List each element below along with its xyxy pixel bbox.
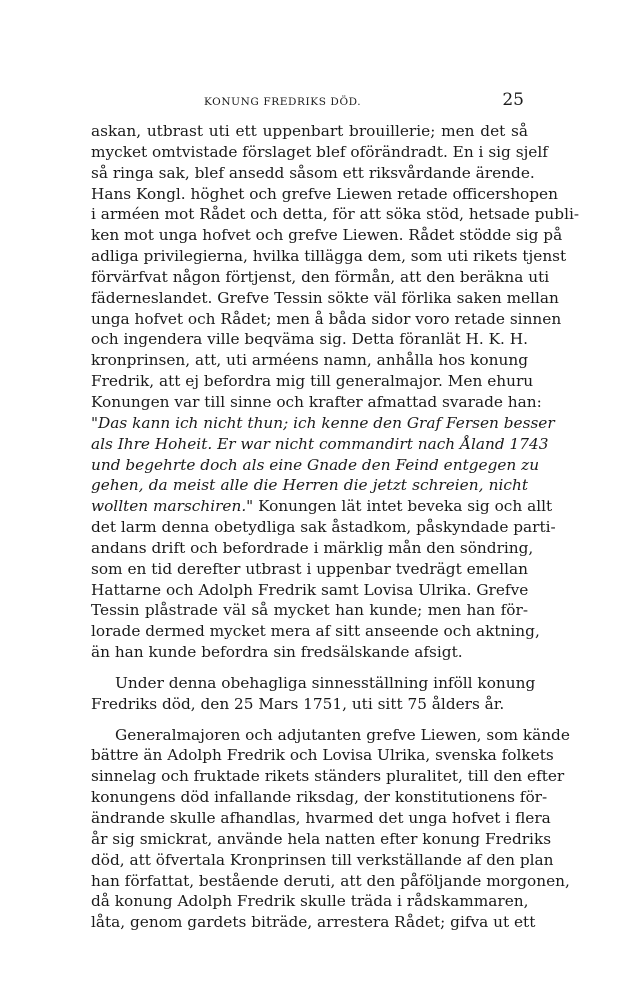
text-line: som en tid derefter utbrast i uppenbar tvedrägt emellan (91, 559, 528, 578)
text-line: Under denna obehagliga sinnesställning inföll konung (115, 673, 536, 692)
text-line: adliga privilegierna, hvilka tillägga dem, som uti rikets tjenst (91, 247, 567, 266)
text-line: Generalmajoren och adjutanten grefve Liewen, som kände (115, 725, 570, 744)
quote-line (91, 475, 528, 496)
text-line: död, att öfvertala Kronprinsen till verkställande af den plan (91, 850, 554, 869)
body-text (91, 121, 580, 933)
text-line: låta, genom gardets biträde, arrestera Rådet; gifva ut ett (91, 913, 536, 932)
text-line: Konungen var till sinne och krafter afmattad svarade han: (91, 392, 542, 411)
text-line: askan, utbrast uti ett uppenbart brouillerie; men det så (91, 122, 528, 140)
quote-line (91, 455, 540, 476)
text-line: han författat, bestående deruti, att den påföljande morgonen, (91, 871, 570, 890)
paragraph-2 (91, 673, 536, 715)
quote-text: "Das kann ich nicht thun; ich kenne den Graf Fersen besser (91, 413, 555, 432)
text-line: Hattarne och Adolph Fredrik samt Lovisa Ulrika. Grefve (91, 580, 529, 599)
text-line: kronprinsen, att, uti arméens namn, anhålla hos konung (91, 351, 528, 370)
paragraph-1 (91, 121, 580, 663)
text-line: Tessin plåstrade väl så mycket han kunde; men han för- (91, 601, 528, 620)
paragraph-gap (91, 663, 528, 673)
text-line: år sig smickrat, använde hela natten efter konung Fredriks (91, 829, 552, 848)
text-line: lorade dermed mycket mera af sitt anseende och aktning, (91, 622, 540, 641)
text-line: sinnelag och fruktade rikets ständers pluralitet, till den efter (91, 767, 565, 786)
text-line: konungens död infallande riksdag, der konstitutionens för- (91, 788, 548, 807)
quote-line (91, 434, 549, 455)
text-line: Fredriks död, den 25 Mars 1751, uti sitt 75 ålders år. (91, 694, 505, 713)
text-line: andans drift och befordrade i märklig mån den söndring, (91, 538, 534, 557)
running-head: KONUNG FREDRIKS DÖD. (204, 96, 362, 108)
text-line: mycket omtvistade förslaget blef oförändradt. En i sig sjelf (91, 142, 548, 161)
text-line: Fredrik, att ej befordra mig till generalmajor. Men ehuru (91, 372, 534, 391)
text-line: då konung Adolph Fredrik skulle träda i rådskammaren, (91, 892, 529, 911)
text-line: det larm denna obetydliga sak åstadkom, påskyndade parti- (91, 518, 556, 537)
text-line: än han kunde befordra sin fredsälskande afsigt. (91, 643, 463, 662)
paragraph-3 (91, 725, 570, 933)
quote-text: gehen, da meist alle die Herren die jetzt schreien, nicht (91, 476, 528, 495)
text-line: så ringa sak, blef ansedd såsom ett riksvårdande ärende. (91, 163, 535, 182)
text-line: unga hofvet och Rådet; men å båda sidor voro retade sinnen (91, 309, 562, 328)
text-line: ändrande skulle afhandlas, hvarmed det unga hofvet i flera (91, 809, 551, 827)
quote-text: wollten marschiren." (91, 497, 254, 516)
quote-line (91, 413, 555, 434)
roman-text: Konungen lät intet beveka sig och allt (253, 497, 553, 516)
text-line: och ingendera ville beqväma sig. Detta föranlät H. K. H. (91, 330, 528, 349)
text-line: i arméen mot Rådet och detta, för att söka stöd, hetsade publi- (91, 205, 580, 224)
text-line: Hans Kongl. höghet och grefve Liewen retade officershopen (91, 184, 558, 203)
text-line: fäderneslandet. Grefve Tessin sökte väl förlika saken mellan (91, 288, 559, 307)
quote-text: und begehrte doch als eine Gnade den Feind entgegen zu (91, 455, 540, 474)
text-line: förvärfvat någon förtjenst, den förmån, att den beräkna uti (91, 267, 550, 286)
page-number: 25 (502, 90, 524, 110)
text-line: bättre än Adolph Fredrik och Lovisa Ulrika, svenska folkets (91, 746, 554, 765)
mixed-line (91, 496, 553, 517)
paragraph-gap (91, 715, 528, 725)
text-line: ken mot unga hofvet och grefve Liewen. Rådet stödde sig på (91, 226, 563, 245)
quote-text: als Ihre Hoheit. Er war nicht commandirt nach Åland 1743 (91, 434, 549, 453)
page-header (100, 88, 524, 118)
